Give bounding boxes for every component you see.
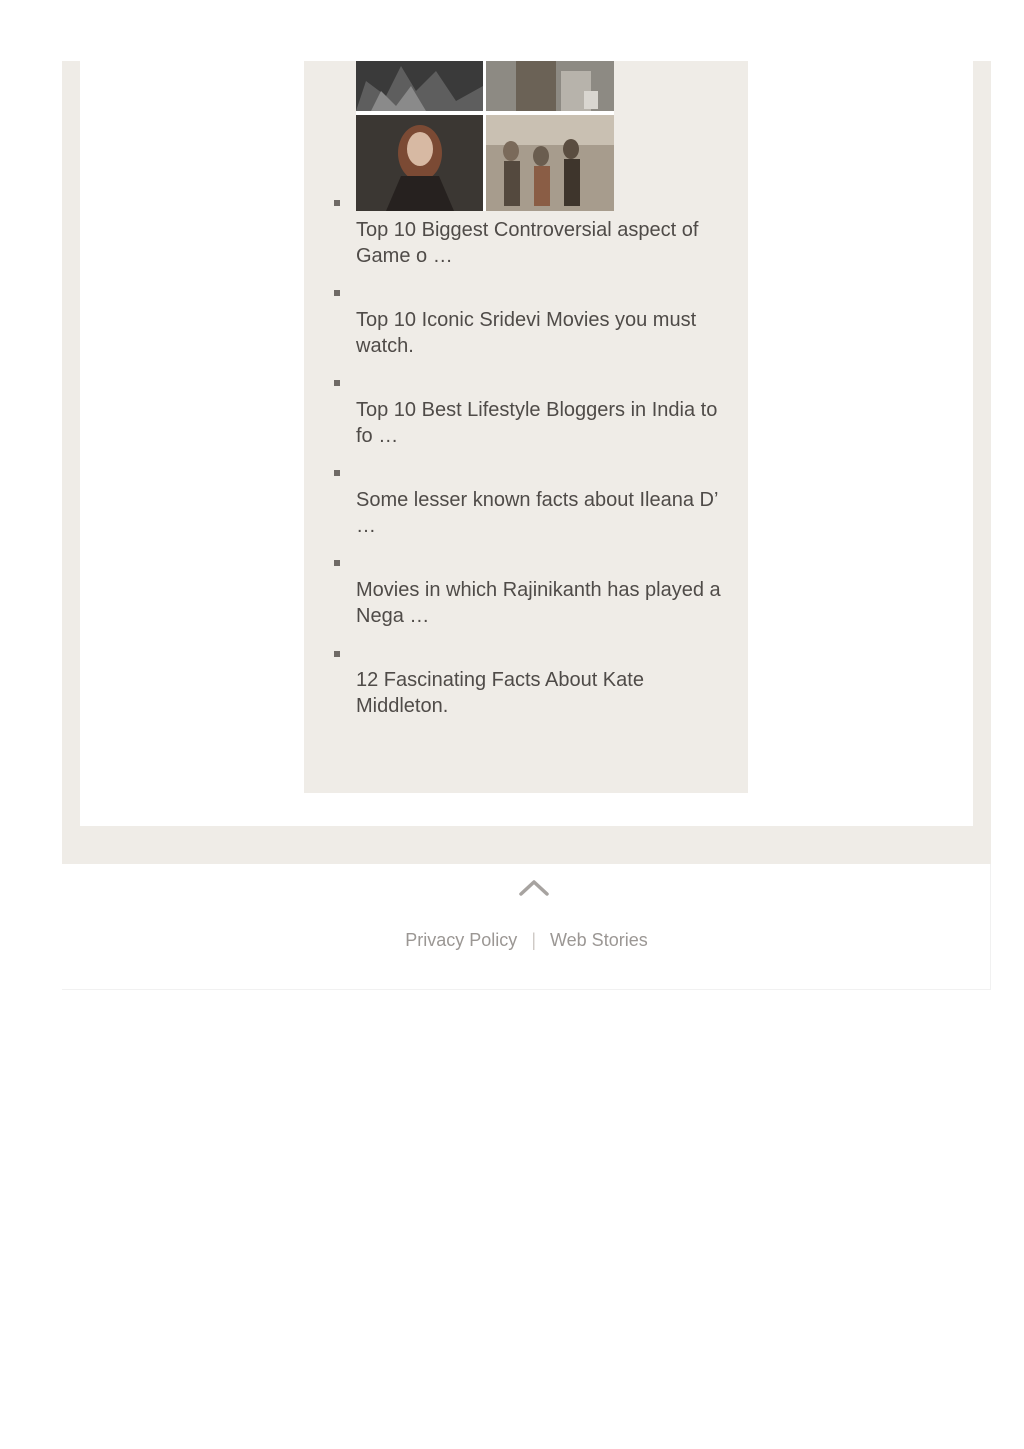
bullet-icon <box>334 380 340 386</box>
footer-separator: | <box>531 930 536 950</box>
bullet-icon <box>334 651 340 657</box>
web-stories-link[interactable]: Web Stories <box>550 930 648 950</box>
post-link[interactable]: Some lesser known facts about Ileana D’ … <box>356 489 718 537</box>
bullet-icon <box>334 470 340 476</box>
chevron-up-icon <box>518 876 550 898</box>
post-link[interactable]: Top 10 Best Lifestyle Bloggers in India to fo … <box>356 399 718 447</box>
post-thumbnail[interactable] <box>356 61 614 211</box>
footer-links <box>62 928 991 952</box>
site-footer <box>62 864 991 990</box>
back-to-top-button[interactable] <box>518 876 550 898</box>
post-link[interactable]: 12 Fascinating Facts About Kate Middleton. <box>356 669 644 717</box>
content-panel <box>80 61 973 826</box>
post-link[interactable]: Top 10 Biggest Controversial aspect of Game o … <box>356 219 699 267</box>
post-link[interactable]: Movies in which Rajinikanth has played a Nega … <box>356 579 721 627</box>
bullet-icon <box>334 290 340 296</box>
thumbnail-collage-image <box>356 61 614 211</box>
content-frame <box>62 61 991 864</box>
post-link[interactable]: Top 10 Iconic Sridevi Movies you must watch. <box>356 309 697 357</box>
bullet-icon <box>334 560 340 566</box>
bullet-icon <box>334 200 340 206</box>
privacy-policy-link[interactable]: Privacy Policy <box>405 930 518 950</box>
recent-posts-widget <box>304 61 748 793</box>
